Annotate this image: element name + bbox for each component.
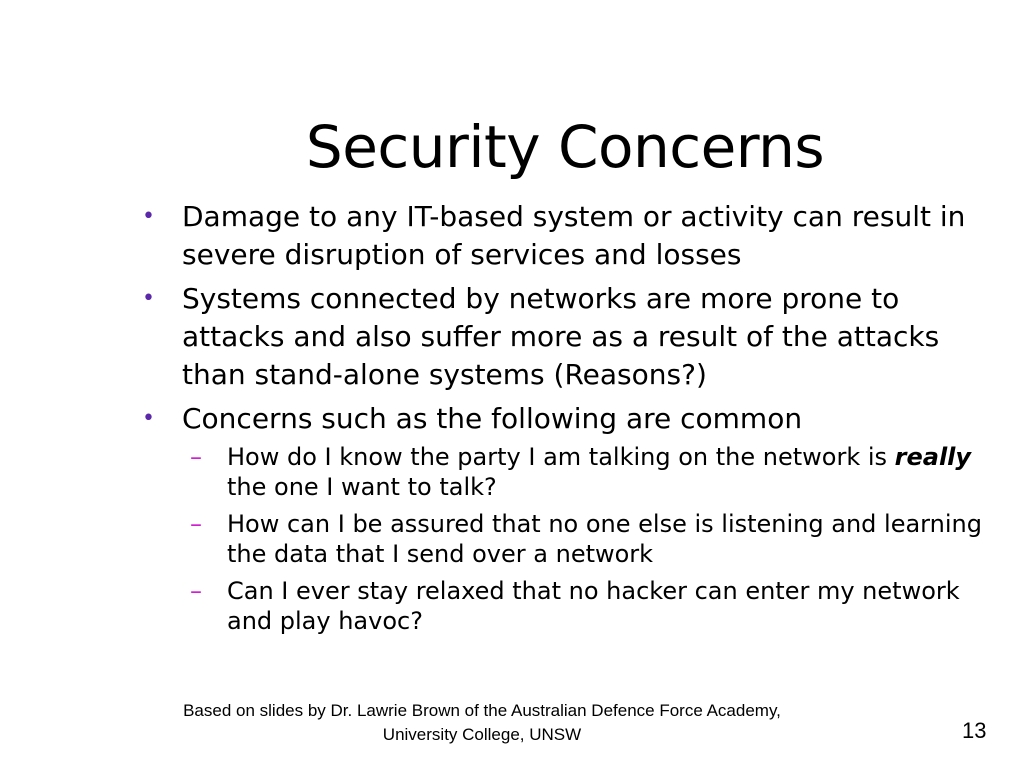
page-number: 13 (962, 718, 987, 743)
slide-title: Security Concerns (305, 113, 825, 181)
sub-bullet-item (182, 509, 992, 569)
sub-bullet-text-start: How do I know the party I am talking on the network is (227, 443, 895, 471)
footer-line-2: University College, UNSW (382, 725, 582, 744)
sub-bullet-text-end: the one I want to talk? (227, 473, 497, 501)
sub-bullet-text: How can I be assured that no one else is listening and learning the data that I send over a network (227, 510, 982, 568)
sub-bullet-item (182, 576, 992, 636)
sub-bullet-list (182, 442, 992, 636)
footer-credit (110, 699, 854, 747)
dash-icon: – (190, 577, 202, 605)
dash-icon: – (190, 510, 202, 538)
sub-bullet-text: Can I ever stay relaxed that no hacker can enter my network and play havoc? (227, 577, 960, 635)
sub-bullet-item (182, 442, 992, 502)
bullet-item (142, 280, 992, 394)
bullet-text: Damage to any IT-based system or activity can result in severe disruption of services and losses (182, 200, 966, 271)
bullet-text: Systems connected by networks are more prone to attacks and also suffer more as a result of the attacks than stand-alone systems (Reasons?) (182, 282, 940, 391)
bullet-icon: • (142, 406, 155, 431)
dash-icon: – (190, 443, 202, 471)
bullet-icon: • (142, 286, 155, 311)
bullet-item (142, 198, 992, 274)
bullet-text: Concerns such as the following are common (182, 402, 803, 435)
emphasis-text: really (894, 443, 972, 471)
bullet-item (142, 400, 992, 636)
footer-line-1: Based on slides by Dr. Lawrie Brown of the Australian Defence Force Academy, (183, 701, 781, 720)
bullet-icon: • (142, 204, 155, 229)
bullet-list (142, 198, 992, 643)
